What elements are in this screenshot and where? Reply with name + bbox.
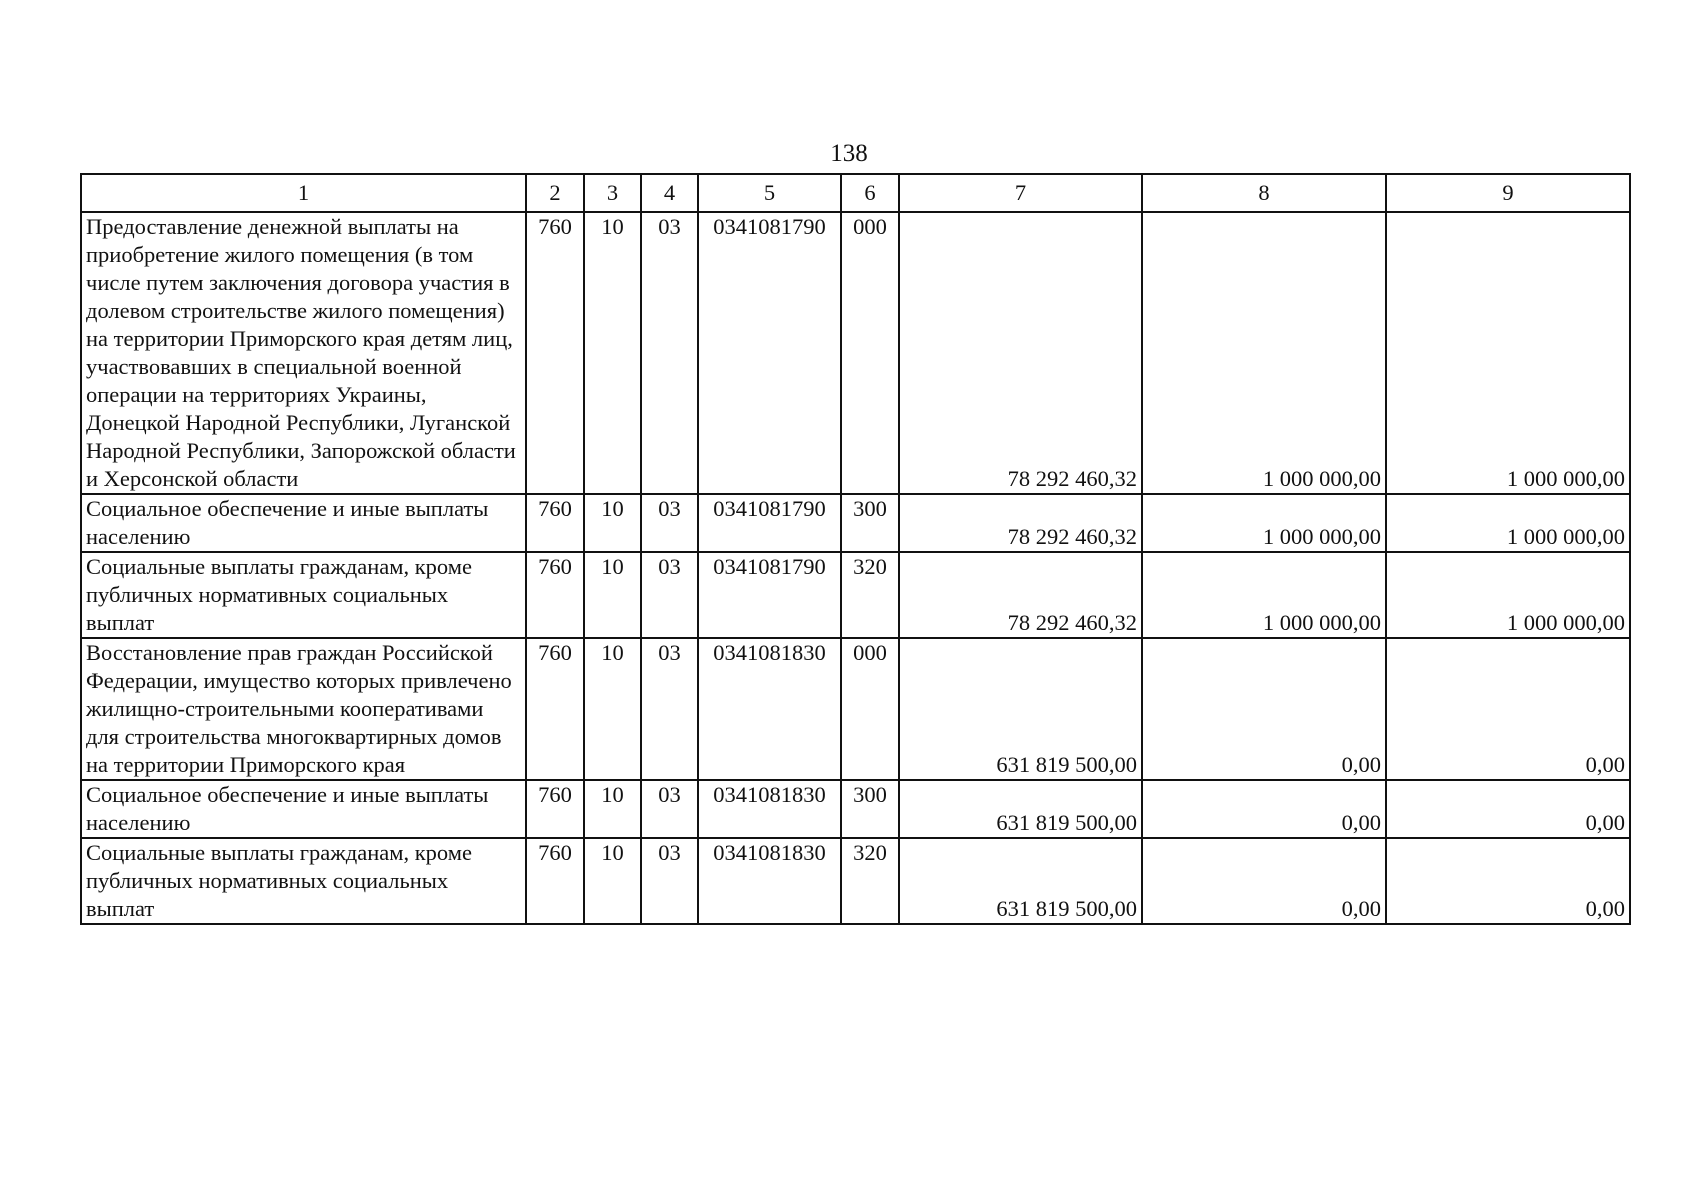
table-row [81, 838, 1630, 924]
amount-col-8: 0,00 [1142, 838, 1386, 924]
amount-col-8: 1 000 000,00 [1142, 212, 1386, 494]
amount-col-8: 0,00 [1142, 780, 1386, 838]
target-article-code: 0341081830 [698, 838, 841, 924]
column-header: 3 [584, 174, 641, 212]
amount-col-9: 1 000 000,00 [1386, 212, 1630, 494]
column-header: 1 [81, 174, 526, 212]
ministry-code: 760 [526, 838, 584, 924]
ministry-code: 760 [526, 638, 584, 780]
amount-col-9: 0,00 [1386, 638, 1630, 780]
amount-col-7: 631 819 500,00 [899, 780, 1142, 838]
amount-col-9: 0,00 [1386, 780, 1630, 838]
ministry-code: 760 [526, 494, 584, 552]
section-code: 10 [584, 494, 641, 552]
header-row [81, 174, 1630, 212]
table-row [81, 552, 1630, 638]
target-article-code: 0341081790 [698, 494, 841, 552]
amount-col-8: 1 000 000,00 [1142, 494, 1386, 552]
ministry-code: 760 [526, 552, 584, 638]
section-code: 10 [584, 638, 641, 780]
row-description: Социальное обеспечение и иные выплаты населению [81, 494, 526, 552]
column-header: 2 [526, 174, 584, 212]
amount-col-7: 78 292 460,32 [899, 212, 1142, 494]
budget-table [80, 173, 1631, 925]
ministry-code: 760 [526, 780, 584, 838]
section-code: 10 [584, 552, 641, 638]
table-row [81, 494, 1630, 552]
expense-type-code: 300 [841, 780, 899, 838]
amount-col-7: 631 819 500,00 [899, 838, 1142, 924]
table-row [81, 780, 1630, 838]
target-article-code: 0341081790 [698, 212, 841, 494]
amount-col-8: 0,00 [1142, 638, 1386, 780]
subsection-code: 03 [641, 838, 698, 924]
row-description: Восстановление прав граждан Российской Федерации, имущество которых привлечено жилищно-строительными кооперативами для строительства многоквартирных домов на территории Приморского края [81, 638, 526, 780]
section-code: 10 [584, 838, 641, 924]
expense-type-code: 320 [841, 552, 899, 638]
column-header: 5 [698, 174, 841, 212]
amount-col-7: 78 292 460,32 [899, 552, 1142, 638]
target-article-code: 0341081790 [698, 552, 841, 638]
page-number: 138 [830, 140, 868, 167]
amount-col-9: 0,00 [1386, 838, 1630, 924]
amount-col-7: 631 819 500,00 [899, 638, 1142, 780]
amount-col-9: 1 000 000,00 [1386, 552, 1630, 638]
target-article-code: 0341081830 [698, 780, 841, 838]
expense-type-code: 300 [841, 494, 899, 552]
table-row [81, 638, 1630, 780]
amount-col-7: 78 292 460,32 [899, 494, 1142, 552]
subsection-code: 03 [641, 552, 698, 638]
section-code: 10 [584, 212, 641, 494]
column-header: 9 [1386, 174, 1630, 212]
column-header: 8 [1142, 174, 1386, 212]
amount-col-9: 1 000 000,00 [1386, 494, 1630, 552]
target-article-code: 0341081830 [698, 638, 841, 780]
ministry-code: 760 [526, 212, 584, 494]
subsection-code: 03 [641, 780, 698, 838]
column-header: 4 [641, 174, 698, 212]
table-row [81, 212, 1630, 494]
column-header: 6 [841, 174, 899, 212]
row-description: Социальные выплаты гражданам, кроме публичных нормативных социальных выплат [81, 552, 526, 638]
row-description: Предоставление денежной выплаты на приобретение жилого помещения (в том числе путем заключения договора участия в долевом строительстве жилого помещения) на территории Приморского края детям лиц, участвовавших в специальной военной операции на территориях Украины, Донецкой Народной Республики, Луганской Народной Республики, Запорожской области и Херсонской области [81, 212, 526, 494]
column-header: 7 [899, 174, 1142, 212]
section-code: 10 [584, 780, 641, 838]
subsection-code: 03 [641, 638, 698, 780]
subsection-code: 03 [641, 494, 698, 552]
expense-type-code: 000 [841, 638, 899, 780]
subsection-code: 03 [641, 212, 698, 494]
row-description: Социальные выплаты гражданам, кроме публичных нормативных социальных выплат [81, 838, 526, 924]
expense-type-code: 320 [841, 838, 899, 924]
row-description: Социальное обеспечение и иные выплаты населению [81, 780, 526, 838]
expense-type-code: 000 [841, 212, 899, 494]
amount-col-8: 1 000 000,00 [1142, 552, 1386, 638]
